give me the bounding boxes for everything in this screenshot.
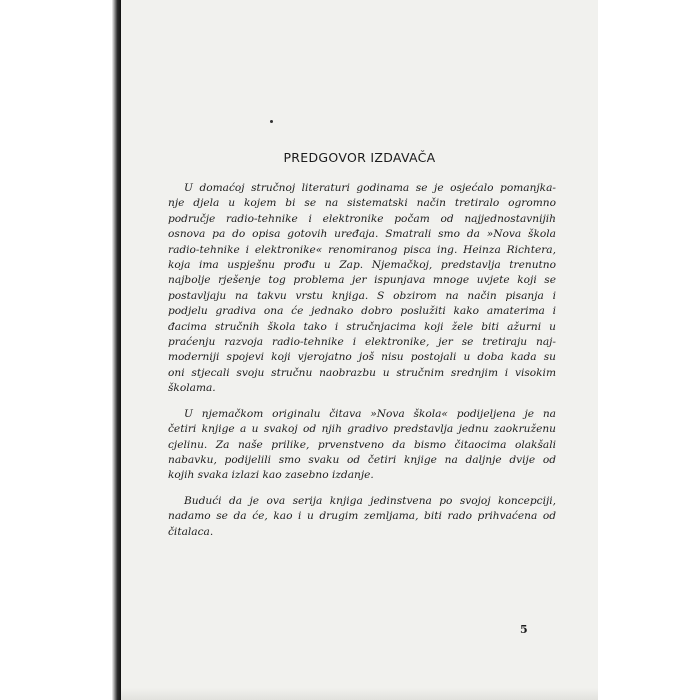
book-spine-shadow <box>112 0 121 700</box>
preface-body <box>168 181 556 550</box>
text-line: U domaćoj stručnoj literaturi godinama se je osjećalo pomanjka- <box>184 182 556 194</box>
paragraph-1 <box>168 181 556 397</box>
text-line: nadamo se da će, kao i u drugim zemljama, biti rado prihvaćena od <box>168 510 556 523</box>
text-line: praćenju razvoja radio-tehnike i elektronike, jer se tretiraju naj- <box>168 336 556 349</box>
text-line: moderniji spojevi koji vjerojatno još nisu postojali u doba kada su <box>168 351 556 364</box>
text-line: čitalaca. <box>168 525 214 538</box>
page-title: PREDGOVOR IZDAVAČA <box>283 150 436 165</box>
text-line: područje radio-tehnike i elektronike počam od najjednostavnijih <box>168 212 556 225</box>
text-line: cjelinu. Za naše prilike, prvenstveno da bismo čitaocima olakšali <box>168 438 556 451</box>
text-line: U njemačkom originalu čitava »Nova škola« podijeljena je na <box>184 407 556 420</box>
text-line: radio-tehnike i elektronike« renomiranog pisca ing. Heinza Richtera, <box>168 243 556 256</box>
text-line: najbolje rješenje tog problema jer ispunjava mnoge uvjete koji se <box>168 274 556 287</box>
text-line: đacima stručnih škola tako i stručnjacima koji žele biti ažurni u <box>168 320 556 333</box>
paragraph-3 <box>168 494 556 540</box>
text-line: nabavku, podijelili smo svaku od četiri knjige na daljnje dvije od <box>168 453 556 466</box>
text-line: postavljaju na takvu vrstu knjiga. S obzirom na način pisanja i <box>168 289 556 302</box>
text-line: koja ima uspješnu prođu u Zap. Njemačkoj, predstavlja trenutno <box>168 259 556 272</box>
text-line: nje djela u kojem bi se na sistematski način tretiralo ogromno <box>168 197 556 210</box>
text-line: školama. <box>168 382 216 395</box>
page-number: 5 <box>520 623 528 636</box>
text-line: kojih svaka izlazi kao zasebno izdanje. <box>168 469 374 482</box>
page-bottom-edge <box>121 688 598 700</box>
text-line: osnova pa do opisa gotovih uređaja. Smatrali smo da »Nova škola <box>168 228 556 241</box>
text-line: Budući da je ova serija knjiga jedinstvena po svojoj koncepciji, <box>184 494 556 507</box>
ink-dot <box>270 120 273 123</box>
text-line: četiri knjige a u svakoj od njih gradivo predstavlja jednu zaokruženu <box>168 423 556 436</box>
text-line: podjelu gradiva ona će jednako dobro poslužiti kako amaterima i <box>168 305 556 318</box>
paragraph-2 <box>168 407 556 484</box>
text-line: oni stjecali svoju stručnu naobrazbu u stručnim srednjim i visokim <box>168 366 556 379</box>
